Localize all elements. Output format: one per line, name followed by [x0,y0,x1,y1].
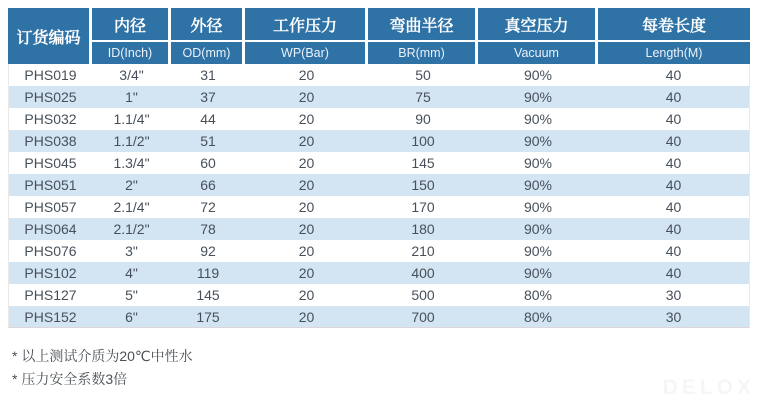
cell-order-code: PHS102 [8,262,92,284]
cell-br-mm: 700 [368,306,478,328]
cell-order-code: PHS025 [8,86,92,108]
cell-vacuum: 90% [478,86,598,108]
cell-od-mm: 66 [171,174,245,196]
cell-od-mm: 145 [171,284,245,306]
cell-br-mm: 75 [368,86,478,108]
cell-wp-bar: 20 [245,262,368,284]
cell-id-inch: 2.1/4" [92,196,171,218]
cell-id-inch: 6" [92,306,171,328]
table-row [8,64,750,86]
cell-vacuum: 90% [478,64,598,86]
cell-vacuum: 90% [478,196,598,218]
cell-order-code: PHS152 [8,306,92,328]
cell-od-mm: 78 [171,218,245,240]
table-row [8,240,750,262]
cell-vacuum: 90% [478,240,598,262]
cell-wp-bar: 20 [245,306,368,328]
cell-wp-bar: 20 [245,284,368,306]
cell-vacuum: 90% [478,108,598,130]
cell-length-m: 40 [598,152,750,174]
cell-br-mm: 170 [368,196,478,218]
cell-br-mm: 210 [368,240,478,262]
cell-id-inch: 1.3/4" [92,152,171,174]
delox-watermark: DELOX [662,376,755,399]
cell-order-code: PHS032 [8,108,92,130]
column-header-outer-diameter: 外径 [171,8,245,40]
cell-vacuum: 90% [478,262,598,284]
hose-spec-table [8,8,750,328]
subheader-od-mm: OD(mm) [171,40,245,64]
cell-length-m: 40 [598,130,750,152]
cell-br-mm: 50 [368,64,478,86]
table-row [8,130,750,152]
subheader-br-mm: BR(mm) [368,40,478,64]
cell-length-m: 40 [598,64,750,86]
cell-wp-bar: 20 [245,196,368,218]
cell-od-mm: 119 [171,262,245,284]
cell-od-mm: 31 [171,64,245,86]
cell-wp-bar: 20 [245,64,368,86]
table-row [8,284,750,306]
cell-od-mm: 51 [171,130,245,152]
cell-length-m: 30 [598,284,750,306]
table-header [8,8,750,64]
header-row-en [8,40,750,64]
cell-id-inch: 5" [92,284,171,306]
cell-br-mm: 500 [368,284,478,306]
table-row [8,262,750,284]
cell-od-mm: 60 [171,152,245,174]
table-row [8,306,750,328]
table-row [8,152,750,174]
column-header-roll-length: 每卷长度 [598,8,750,40]
cell-wp-bar: 20 [245,130,368,152]
cell-br-mm: 100 [368,130,478,152]
cell-wp-bar: 20 [245,108,368,130]
footnote-test-medium: * 以上测试介质为20℃中性水 [12,348,193,364]
cell-id-inch: 2.1/2" [92,218,171,240]
cell-vacuum: 80% [478,306,598,328]
subheader-vacuum: Vacuum [478,40,598,64]
cell-vacuum: 90% [478,130,598,152]
table-row [8,218,750,240]
column-header-order-code: 订货编码 [8,8,92,64]
header-row-cn [8,8,750,40]
table-row [8,108,750,130]
subheader-length-m: Length(M) [598,40,750,64]
cell-br-mm: 150 [368,174,478,196]
cell-order-code: PHS045 [8,152,92,174]
cell-id-inch: 1.1/2" [92,130,171,152]
table-row [8,196,750,218]
cell-wp-bar: 20 [245,152,368,174]
cell-order-code: PHS038 [8,130,92,152]
cell-length-m: 40 [598,196,750,218]
cell-wp-bar: 20 [245,174,368,196]
cell-vacuum: 80% [478,284,598,306]
cell-id-inch: 1" [92,86,171,108]
cell-length-m: 40 [598,174,750,196]
cell-length-m: 40 [598,262,750,284]
cell-id-inch: 1.1/4" [92,108,171,130]
cell-order-code: PHS019 [8,64,92,86]
cell-od-mm: 72 [171,196,245,218]
cell-order-code: PHS051 [8,174,92,196]
cell-order-code: PHS127 [8,284,92,306]
cell-wp-bar: 20 [245,218,368,240]
footnote-safety-factor: * 压力安全系数3倍 [12,371,128,387]
cell-id-inch: 2" [92,174,171,196]
cell-od-mm: 175 [171,306,245,328]
table-row [8,86,750,108]
cell-length-m: 40 [598,240,750,262]
cell-br-mm: 180 [368,218,478,240]
cell-id-inch: 4" [92,262,171,284]
cell-id-inch: 3" [92,240,171,262]
column-header-working-pressure: 工作压力 [245,8,368,40]
cell-order-code: PHS064 [8,218,92,240]
column-header-inner-diameter: 内径 [92,8,171,40]
cell-vacuum: 90% [478,218,598,240]
cell-wp-bar: 20 [245,86,368,108]
cell-length-m: 40 [598,86,750,108]
footnotes [12,348,193,394]
cell-length-m: 30 [598,306,750,328]
cell-vacuum: 90% [478,152,598,174]
cell-br-mm: 145 [368,152,478,174]
table-row [8,174,750,196]
cell-id-inch: 3/4" [92,64,171,86]
cell-br-mm: 400 [368,262,478,284]
cell-vacuum: 90% [478,174,598,196]
cell-order-code: PHS076 [8,240,92,262]
cell-length-m: 40 [598,108,750,130]
cell-length-m: 40 [598,218,750,240]
cell-od-mm: 92 [171,240,245,262]
table-body [8,64,750,328]
cell-od-mm: 44 [171,108,245,130]
column-header-vacuum-pressure: 真空压力 [478,8,598,40]
column-header-bend-radius: 弯曲半径 [368,8,478,40]
cell-order-code: PHS057 [8,196,92,218]
subheader-wp-bar: WP(Bar) [245,40,368,64]
cell-wp-bar: 20 [245,240,368,262]
subheader-id-inch: ID(Inch) [92,40,171,64]
cell-od-mm: 37 [171,86,245,108]
cell-br-mm: 90 [368,108,478,130]
